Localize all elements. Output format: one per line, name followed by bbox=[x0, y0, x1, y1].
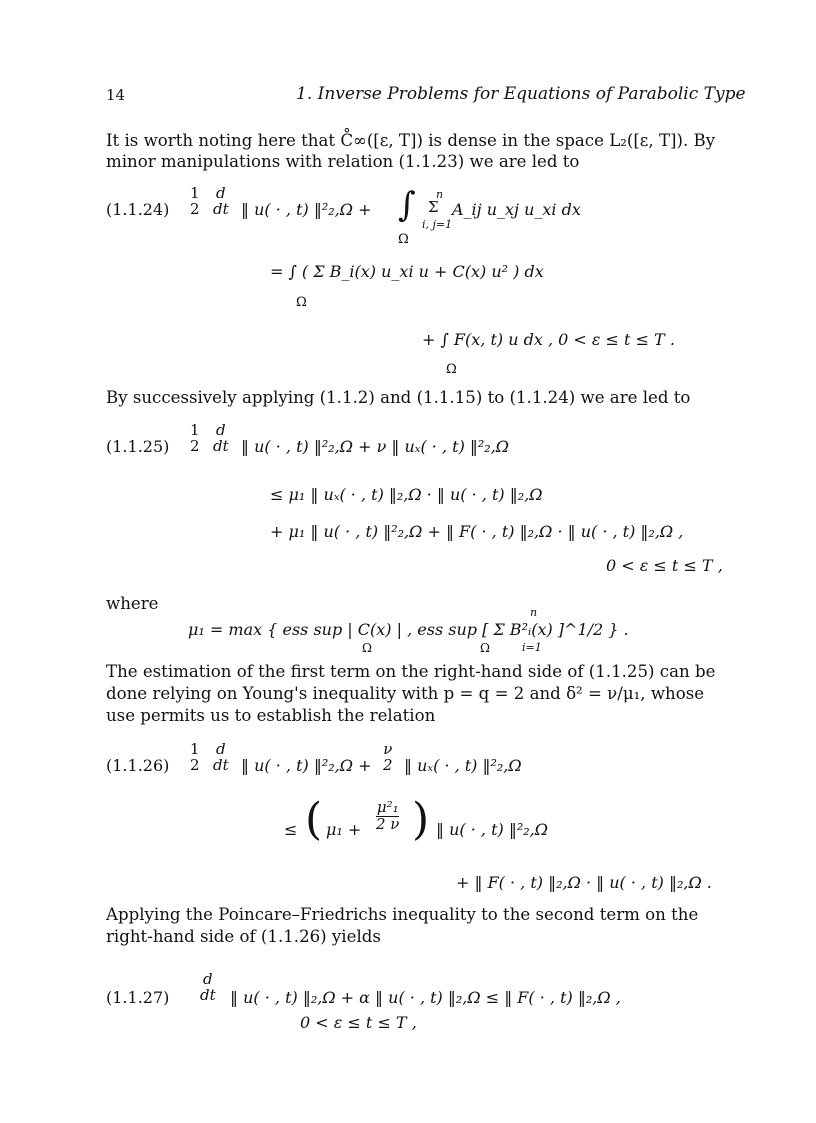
eq24-line1-tail: A_ij u_xj u_xi dx bbox=[452, 200, 581, 219]
eq-label-1-1-26: (1.1.26) bbox=[106, 756, 170, 775]
para4-line2: right-hand side of (1.1.26) yields bbox=[106, 927, 381, 946]
para3-line1: The estimation of the first term on the right-hand side of (1.1.25) can be bbox=[106, 662, 716, 681]
frac-den: dt bbox=[213, 436, 229, 455]
eq27-line2: 0 < ε ≤ t ≤ T , bbox=[300, 1013, 417, 1032]
ess-sup-domain-2: Ω bbox=[480, 641, 490, 655]
eq26-line2-tail: ‖ u( · , t) ‖²₂,Ω bbox=[436, 820, 548, 839]
mu-sq-over-2nu bbox=[376, 800, 399, 833]
frac-num: μ²₁ bbox=[376, 798, 399, 816]
integral-domain-2: Ω bbox=[296, 295, 307, 310]
frac-num: 1 bbox=[190, 740, 200, 758]
frac-den: 2 ν bbox=[376, 814, 400, 833]
eq27-line1: ‖ u( · , t) ‖₂,Ω + α ‖ u( · , t) ‖₂,Ω ≤ ‖ F( · , t) ‖₂,Ω , bbox=[230, 988, 621, 1007]
eq25-line2: ≤ μ₁ ‖ uₓ( · , t) ‖₂,Ω · ‖ u( · , t) ‖₂,Ω bbox=[270, 485, 543, 504]
eq26-line1-tail: ‖ uₓ( · , t) ‖²₂,Ω bbox=[404, 756, 522, 775]
para4-line1: Applying the Poincare–Friedrichs inequality to the second term on the bbox=[106, 905, 699, 924]
frac-num: 1 bbox=[190, 184, 200, 202]
eq24-line2: = ∫ ( Σ B_i(x) u_xi u + C(x) u² ) dx bbox=[270, 262, 544, 281]
sum-symbol: Σ bbox=[428, 198, 439, 216]
eq-label-1-1-27: (1.1.27) bbox=[106, 988, 170, 1007]
eq25-line1: ‖ u( · , t) ‖²₂,Ω + ν ‖ uₓ( · , t) ‖²₂,Ω bbox=[241, 437, 510, 456]
eq26-line3: + ‖ F( · , t) ‖₂,Ω · ‖ u( · , t) ‖₂,Ω . bbox=[456, 873, 712, 892]
para1-line1: It is worth noting here that C̊∞([ε, T]) is dense in the space L₂([ε, T]). By bbox=[106, 131, 716, 150]
frac-den: 2 bbox=[190, 755, 200, 774]
integral-domain-3: Ω bbox=[446, 362, 457, 377]
eq24-line1: ‖ u( · , t) ‖²₂,Ω + bbox=[241, 200, 372, 219]
integral-symbol: ∫ bbox=[398, 185, 416, 225]
frac-den: dt bbox=[200, 985, 216, 1004]
frac-den: 2 bbox=[190, 436, 200, 455]
d-dt-fraction bbox=[213, 186, 229, 218]
integral-domain: Ω bbox=[398, 232, 409, 247]
frac-num: d bbox=[216, 421, 226, 439]
d-dt-fraction-25 bbox=[213, 423, 229, 455]
half-fraction-26 bbox=[190, 742, 200, 774]
eq-label-1-1-24: (1.1.24) bbox=[106, 200, 170, 219]
eq25-line3: + μ₁ ‖ u( · , t) ‖²₂,Ω + ‖ F( · , t) ‖₂,Ω · ‖ u( · , t) ‖₂,Ω , bbox=[270, 522, 684, 541]
nu-half-fraction bbox=[383, 742, 393, 774]
page-number: 14 bbox=[106, 86, 126, 104]
frac-den: 2 bbox=[383, 755, 393, 774]
para2-line1: By successively applying (1.1.2) and (1.1.15) to (1.1.24) we are led to bbox=[106, 388, 691, 407]
eq25-line4: 0 < ε ≤ t ≤ T , bbox=[606, 556, 723, 575]
frac-num: d bbox=[216, 740, 226, 758]
running-title: 1. Inverse Problems for Equations of Parabolic Type bbox=[296, 84, 746, 104]
sum-upper: n bbox=[436, 188, 444, 201]
eq-label-1-1-25: (1.1.25) bbox=[106, 437, 170, 456]
frac-den: dt bbox=[213, 199, 229, 218]
eq26-line1: ‖ u( · , t) ‖²₂,Ω + bbox=[241, 756, 372, 775]
frac-num: ν bbox=[383, 740, 393, 758]
half-fraction bbox=[190, 186, 200, 218]
frac-num: d bbox=[216, 184, 226, 202]
half-fraction-25 bbox=[190, 423, 200, 455]
frac-den: dt bbox=[213, 755, 229, 774]
eq26-mu: μ₁ + bbox=[326, 820, 362, 839]
mu-definition: μ₁ = max { ess sup | C(x) | , ess sup [ Σ B²ᵢ(x) ]^1/2 } . bbox=[188, 620, 629, 639]
right-paren: ) bbox=[412, 794, 430, 845]
left-paren: ( bbox=[305, 794, 323, 845]
para3-line2: done relying on Young's inequality with p = q = 2 and δ² = ν/μ₁, whose bbox=[106, 684, 705, 703]
where-text: where bbox=[106, 594, 159, 613]
ess-sup-domain-1: Ω bbox=[362, 641, 372, 655]
d-dt-fraction-27 bbox=[200, 972, 216, 1004]
sum-lower: i, j=1 bbox=[422, 218, 453, 231]
frac-num: 1 bbox=[190, 421, 200, 439]
frac-num: d bbox=[203, 970, 213, 988]
frac-den: 2 bbox=[190, 199, 200, 218]
mu-sum-lower: i=1 bbox=[522, 641, 542, 654]
mu-sum-upper: n bbox=[530, 606, 538, 619]
para3-line3: use permits us to establish the relation bbox=[106, 706, 436, 725]
eq26-leq: ≤ bbox=[284, 820, 298, 839]
para1-line2: minor manipulations with relation (1.1.23) we are led to bbox=[106, 152, 580, 171]
eq24-line3: + ∫ F(x, t) u dx , 0 < ε ≤ t ≤ T . bbox=[422, 330, 675, 349]
d-dt-fraction-26 bbox=[213, 742, 229, 774]
